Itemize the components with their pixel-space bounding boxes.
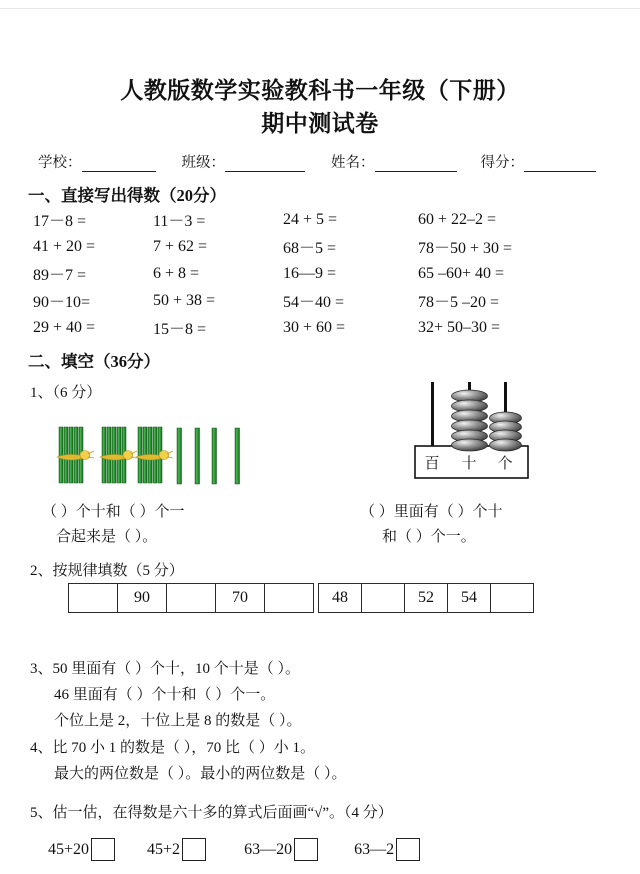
sequence-cell[interactable] [362, 584, 405, 613]
single-stick [212, 428, 217, 484]
arithmetic-item: 32+ 50–30 = [418, 318, 501, 336]
question-1-right-line-1: （ ）里面有（ ）个十 [360, 504, 503, 520]
sequence-cell[interactable] [265, 584, 314, 613]
sequence-cell[interactable] [491, 584, 534, 613]
arithmetic-item: 7 + 62 = [153, 237, 208, 255]
section-2-heading-prefix: 二、填空（ [28, 352, 111, 371]
field-class-input[interactable] [225, 158, 305, 172]
table-row [69, 584, 314, 613]
arithmetic-row [33, 206, 613, 233]
sequence-cell[interactable]: 90 [118, 584, 167, 613]
arithmetic-item: 41 + 20 = [33, 237, 96, 255]
number-sequence-table-b [318, 583, 534, 613]
estimate-expression: 63—20 [244, 840, 293, 858]
estimate-expression: 45+20 [48, 840, 90, 858]
field-score-label: 得分： [480, 155, 524, 171]
arithmetic-item: 89－7 = [33, 267, 87, 284]
sequence-cell[interactable]: 48 [319, 584, 362, 613]
section-1-heading-suffix: 分） [193, 186, 226, 205]
section-1-heading-prefix: 一、直接写出得数（ [28, 186, 177, 205]
arithmetic-item: 16—9 = [283, 264, 337, 282]
page-title [0, 74, 640, 140]
arithmetic-item: 6 + 8 = [153, 264, 200, 282]
arithmetic-item: 78－50 + 30 = [418, 240, 513, 257]
section-2-score: 36 [110, 352, 127, 371]
field-school-input[interactable] [82, 158, 156, 172]
field-class [182, 151, 306, 172]
single-stick [195, 428, 200, 484]
sequence-cell[interactable] [69, 584, 118, 613]
counting-sticks-illustration [55, 424, 245, 486]
estimate-item [244, 838, 318, 861]
abacus-rod-hundreds [431, 382, 434, 450]
arithmetic-item: 68－5 = [283, 240, 337, 257]
sequence-cell[interactable]: 70 [216, 584, 265, 613]
section-1-heading [28, 182, 226, 206]
field-name-label: 姓名： [331, 155, 375, 171]
abacus-bead-group-ones [490, 412, 522, 451]
field-score-input[interactable] [524, 158, 596, 172]
estimate-item [48, 838, 115, 861]
stick-bundle [100, 427, 137, 483]
question-2-label: 2、按规律填数（5 分） [30, 563, 184, 579]
estimate-expression: 45+2 [147, 840, 181, 858]
abacus-illustration [410, 378, 540, 484]
arithmetic-item: 24 + 5 = [283, 210, 338, 228]
estimate-checkbox[interactable] [91, 838, 115, 861]
arithmetic-item: 65 –60+ 40 = [418, 264, 505, 282]
title-line-2: 期中测试卷 [261, 111, 379, 136]
section-1-score: 20 [176, 186, 193, 205]
arithmetic-item: 78－5 –20 = [418, 294, 500, 311]
abacus-label-ones: 个 [497, 456, 513, 472]
question-3-line-3: 个位上是 2，十位上是 8 的数是（ ）。 [54, 713, 302, 729]
abacus-bead-group-tens [452, 390, 488, 451]
arithmetic-row [33, 287, 613, 314]
abacus-label-tens: 十 [461, 456, 477, 472]
estimate-expression: 63—2 [354, 840, 395, 858]
sequence-cell[interactable]: 52 [405, 584, 448, 613]
question-1-left-line-2: 合起来是（ ）。 [56, 529, 158, 545]
arithmetic-grid [33, 206, 613, 341]
question-3 [30, 656, 302, 734]
top-divider [0, 8, 640, 9]
abacus-label-hundreds: 百 [424, 456, 440, 472]
question-1-right-line-2: 和（ ）个一。 [382, 529, 476, 545]
field-school [38, 151, 156, 172]
arithmetic-item: 11－3 = [153, 213, 206, 230]
question-4 [30, 735, 347, 787]
student-info-row [38, 150, 608, 172]
estimate-item [147, 838, 206, 861]
question-5-checkbox-row [48, 838, 420, 861]
field-score [481, 151, 597, 172]
estimate-checkbox[interactable] [396, 838, 420, 861]
single-stick [177, 428, 182, 484]
question-4-line-1: 4、比 70 小 1 的数是（ ），70 比（ ）小 1。 [30, 740, 316, 756]
question-5 [30, 800, 393, 826]
table-row [319, 584, 534, 613]
number-sequence-table-a [68, 583, 314, 613]
arithmetic-row [33, 314, 613, 341]
sequence-cell[interactable]: 54 [448, 584, 491, 613]
question-5-line-1: 5、估一估，在得数是六十多的算式后面画“√”。（4 分） [30, 805, 393, 821]
arithmetic-row [33, 233, 613, 260]
single-stick [235, 428, 240, 484]
question-1-right-text [360, 500, 503, 550]
arithmetic-item: 15－8 = [153, 321, 207, 338]
question-3-line-2: 46 里面有（ ）个十和（ ）个一。 [54, 687, 276, 703]
arithmetic-row [33, 260, 613, 287]
estimate-checkbox[interactable] [182, 838, 206, 861]
field-name-input[interactable] [375, 158, 457, 172]
stick-bundle [57, 427, 94, 483]
field-class-label: 班级： [181, 155, 225, 171]
title-line-1: 人教版数学实验教科书一年级（下册） [120, 78, 520, 103]
sequence-cell[interactable] [167, 584, 216, 613]
question-1-left-text [42, 500, 185, 550]
question-1-label: 1、（6 分） [30, 385, 102, 401]
question-1-left-line-1: （ ）个十和（ ）个一 [42, 504, 185, 520]
stick-bundle [136, 427, 173, 483]
arithmetic-item: 29 + 40 = [33, 318, 96, 336]
arithmetic-item: 54－40 = [283, 294, 345, 311]
arithmetic-item: 50 + 38 = [153, 291, 216, 309]
question-3-line-1: 3、50 里面有（ ）个十，10 个十是（ ）。 [30, 661, 301, 677]
section-2-heading [28, 348, 160, 372]
arithmetic-item: 30 + 60 = [283, 318, 346, 336]
field-name [331, 151, 457, 172]
arithmetic-item: 90－10= [33, 294, 91, 311]
estimate-item [354, 838, 420, 861]
field-school-label: 学校： [38, 155, 82, 171]
arithmetic-item: 17－8 = [33, 213, 87, 230]
question-4-line-2: 最大的两位数是（ ）。最小的两位数是（ ）。 [54, 766, 347, 782]
arithmetic-item: 60 + 22–2 = [418, 210, 497, 228]
section-2-heading-suffix: 分） [127, 352, 160, 371]
estimate-checkbox[interactable] [294, 838, 318, 861]
